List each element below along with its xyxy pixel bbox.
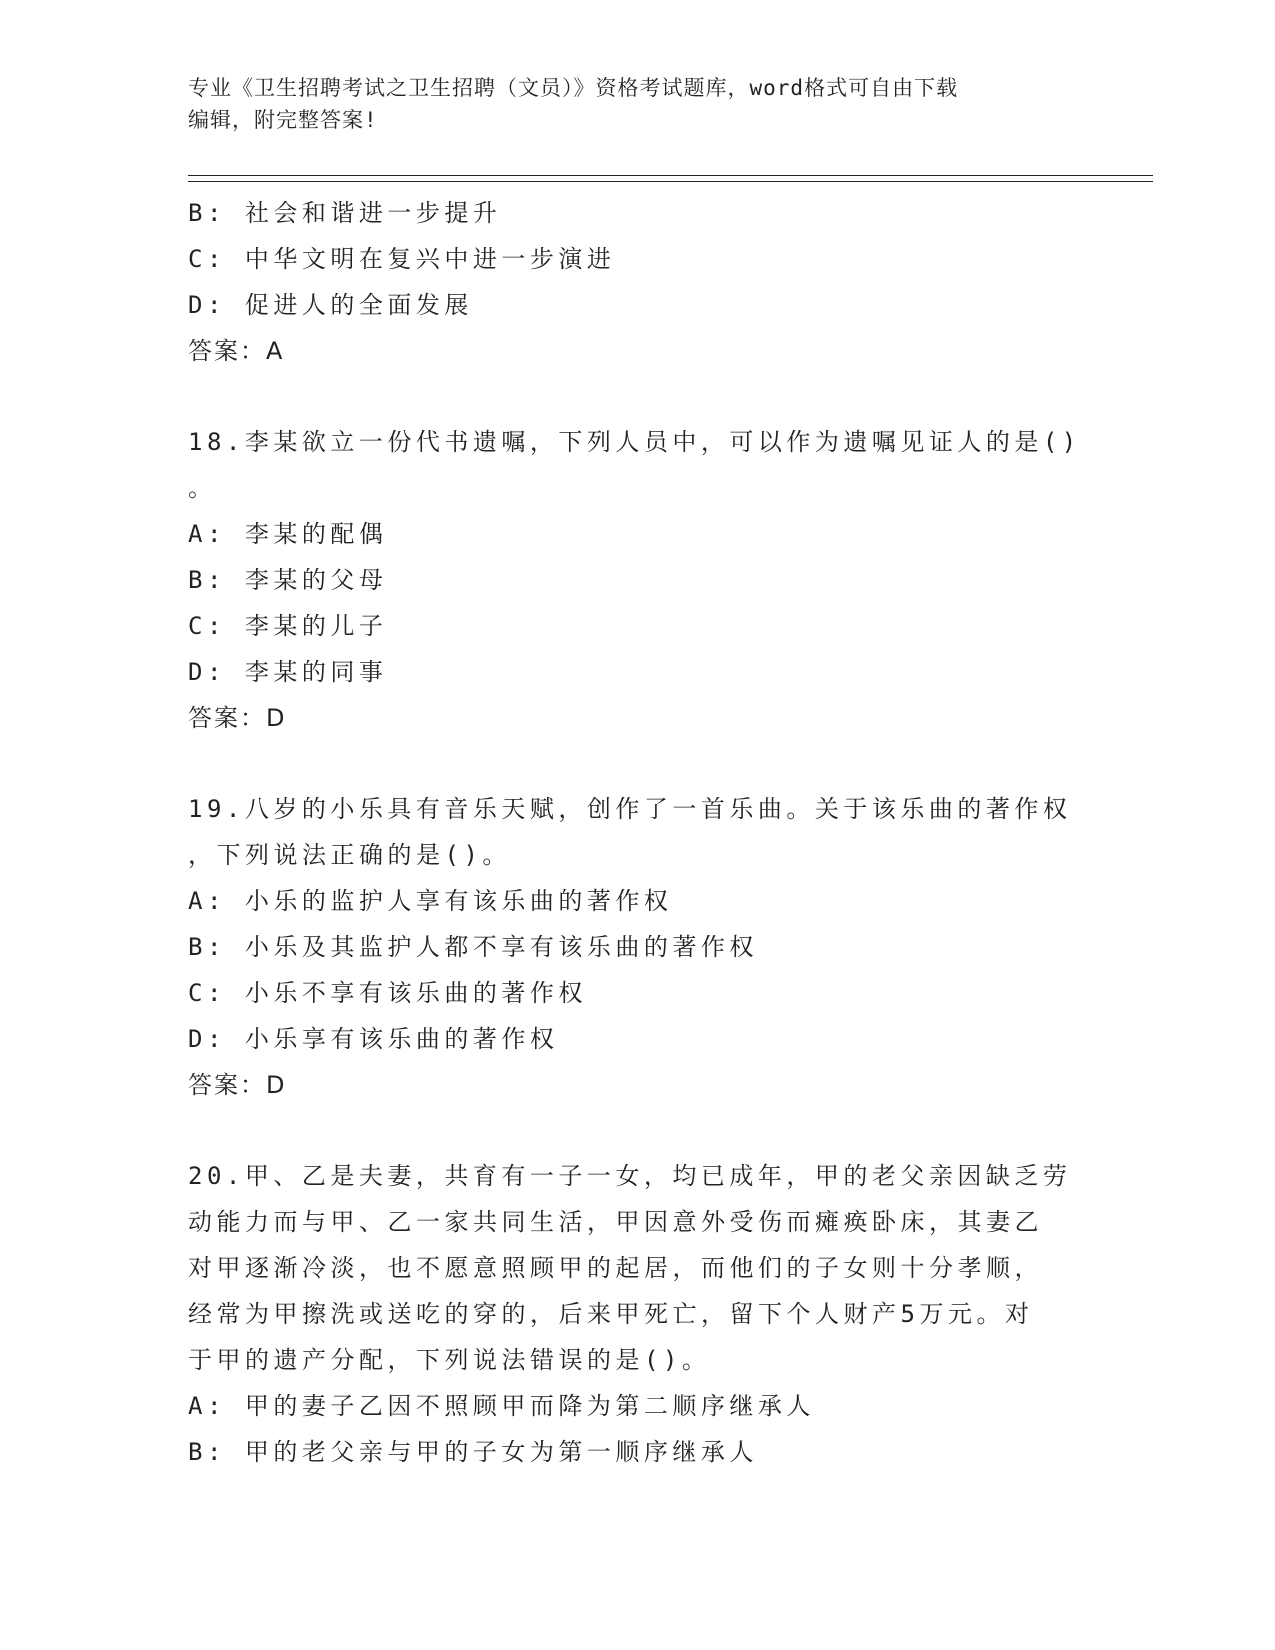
option-a: A: 李某的配偶 bbox=[188, 520, 388, 548]
option-a: A: 甲的妻子乙因不照顾甲而降为第二顺序继承人 bbox=[188, 1392, 815, 1420]
header-divider-top bbox=[188, 175, 1153, 176]
question-text-line: ，下列说法正确的是()。 bbox=[188, 841, 511, 869]
answer: 答案：D bbox=[188, 704, 287, 732]
option-b: B: 小乐及其监护人都不享有该乐曲的著作权 bbox=[188, 933, 758, 961]
header-divider-bottom bbox=[188, 181, 1153, 182]
question-19 bbox=[188, 786, 1078, 1108]
question-18 bbox=[188, 419, 1081, 741]
question-text-line: 于甲的遗产分配，下列说法错误的是()。 bbox=[188, 1346, 711, 1374]
option-b: B: 社会和谐进一步提升 bbox=[188, 199, 502, 227]
option-a: A: 小乐的监护人享有该乐曲的著作权 bbox=[188, 887, 673, 915]
question-text-line: 。 bbox=[188, 474, 217, 502]
prev-question-block bbox=[188, 190, 1078, 374]
question-text-line: 19.八岁的小乐具有音乐天赋，创作了一首乐曲。关于该乐曲的著作权 bbox=[188, 795, 1072, 823]
option-d: D: 李某的同事 bbox=[188, 658, 388, 686]
option-c: C: 小乐不享有该乐曲的著作权 bbox=[188, 979, 587, 1007]
question-text-line: 经常为甲擦洗或送吃的穿的，后来甲死亡，留下个人财产5万元。对 bbox=[188, 1300, 1034, 1328]
option-b: B: 甲的老父亲与甲的子女为第一顺序继承人 bbox=[188, 1438, 758, 1466]
question-text-line: 18.李某欲立一份代书遗嘱，下列人员中，可以作为遗嘱见证人的是() bbox=[188, 428, 1081, 456]
header-line-1: 专业《卫生招聘考试之卫生招聘（文员）》资格考试题库，word格式可自由下载 bbox=[188, 76, 959, 100]
document-header bbox=[188, 72, 1068, 136]
question-20 bbox=[188, 1153, 1078, 1475]
document-body bbox=[188, 190, 1081, 1475]
question-text-line: 动能力而与甲、乙一家共同生活，甲因意外受伤而瘫痪卧床，其妻乙 bbox=[188, 1208, 1043, 1236]
answer: 答案：D bbox=[188, 1071, 287, 1099]
answer: 答案：A bbox=[188, 337, 285, 365]
question-text-line: 对甲逐渐冷淡，也不愿意照顾甲的起居，而他们的子女则十分孝顺， bbox=[188, 1254, 1043, 1282]
header-line-2: 编辑，附完整答案! bbox=[188, 108, 378, 132]
question-text-line: 20.甲、乙是夫妻，共育有一子一女，均已成年，甲的老父亲因缺乏劳 bbox=[188, 1162, 1072, 1190]
option-b: B: 李某的父母 bbox=[188, 566, 388, 594]
option-d: D: 促进人的全面发展 bbox=[188, 291, 473, 319]
option-c: C: 中华文明在复兴中进一步演进 bbox=[188, 245, 616, 273]
option-d: D: 小乐享有该乐曲的著作权 bbox=[188, 1025, 559, 1053]
option-c: C: 李某的儿子 bbox=[188, 612, 388, 640]
